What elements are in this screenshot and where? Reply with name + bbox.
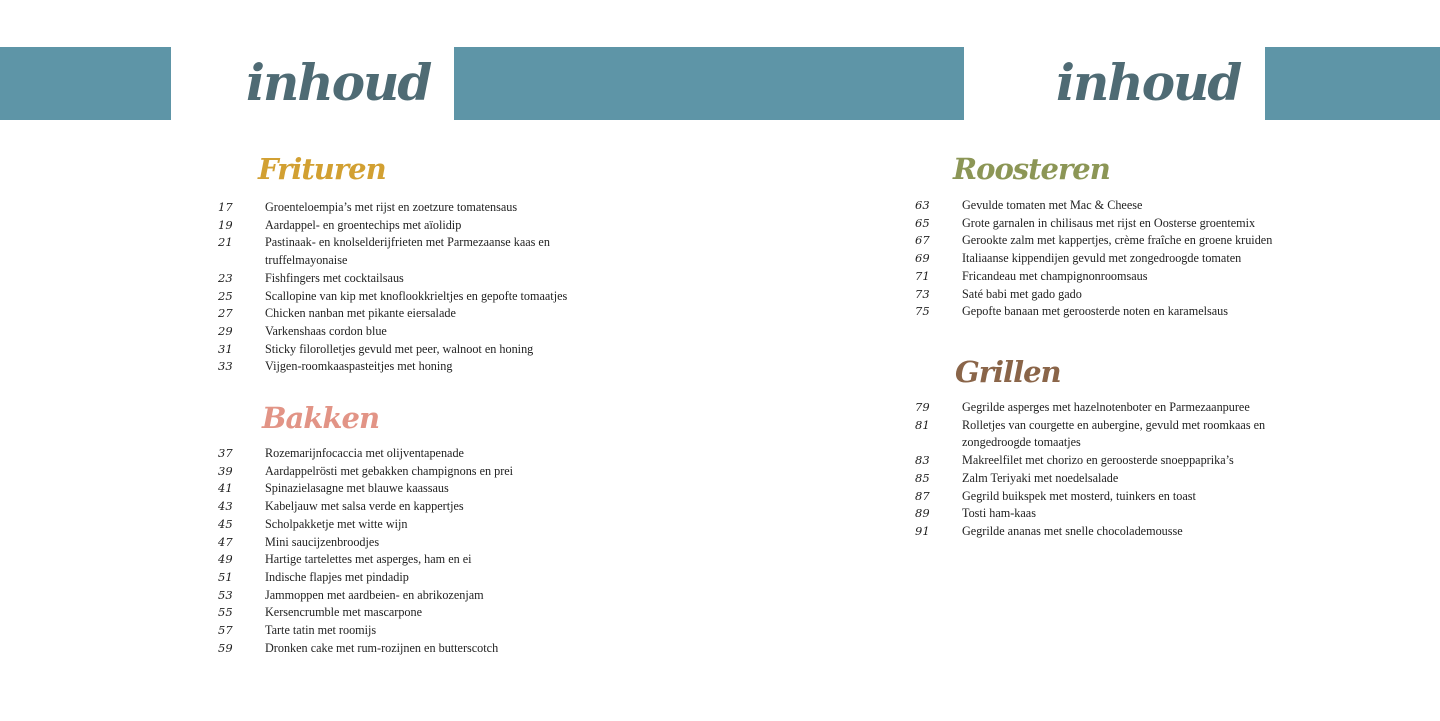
toc-entry	[218, 463, 618, 481]
toc-recipe-title: Jammoppen met aardbeien- en abrikozenjam	[265, 587, 484, 602]
toc-page-number: 59	[218, 640, 233, 655]
toc-recipe-title: Aardappelrösti met gebakken champignons en prei	[265, 463, 514, 478]
toc-entry	[218, 534, 618, 552]
toc-recipe-title: Scallopine van kip met knoflookkrieltjes en gepofte tomaatjes	[265, 288, 568, 303]
toc-entry	[218, 480, 618, 498]
toc-recipe-title: Rolletjes van courgette en aubergine, gevuld met roomkaas en zongedroogde tomaatjes	[962, 417, 1266, 450]
toc-recipe-title: Fricandeau met champignonroomsaus	[962, 268, 1148, 283]
toc-recipe-title: Tosti ham-kaas	[962, 506, 1036, 521]
toc-page-number: 27	[218, 306, 233, 321]
toc-entry	[218, 305, 618, 323]
toc-entry	[218, 622, 618, 640]
toc-entry	[218, 516, 618, 534]
toc-entry	[915, 232, 1315, 250]
toc-page-number: 53	[218, 587, 233, 602]
toc-entry	[915, 470, 1295, 488]
toc-entry	[218, 323, 618, 341]
section-heading-roosteren: Roosteren	[953, 152, 1110, 186]
toc-recipe-title: Hartige tartelettes met asperges, ham en ei	[265, 552, 472, 567]
toc-list-roosteren	[915, 197, 1315, 321]
toc-page-number: 45	[218, 516, 233, 531]
toc-recipe-title: Kabeljauw met salsa verde en kappertjes	[265, 499, 464, 514]
toc-entry	[218, 234, 618, 269]
header-band-left	[0, 47, 171, 120]
toc-page-number: 33	[218, 359, 233, 374]
toc-recipe-title: Gepofte banaan met geroosterde noten en karamelsaus	[962, 304, 1228, 319]
toc-recipe-title: Sticky filorolletjes gevuld met peer, walnoot en honing	[265, 341, 534, 356]
section-heading-bakken: Bakken	[262, 401, 380, 435]
toc-page-number: 19	[218, 217, 233, 232]
toc-entry	[218, 551, 618, 569]
toc-recipe-title: Rozemarijnfocaccia met olijventapenade	[265, 446, 464, 460]
toc-entry	[218, 358, 618, 376]
toc-recipe-title: Vijgen-roomkaaspasteitjes met honing	[265, 359, 453, 374]
toc-page-number: 25	[218, 288, 233, 303]
toc-page-number: 31	[218, 341, 233, 356]
toc-entry	[915, 417, 1295, 452]
toc-entry	[218, 569, 618, 587]
toc-entry	[218, 604, 618, 622]
toc-list-frituren	[218, 199, 618, 376]
toc-page-number: 91	[915, 523, 930, 538]
toc-page-number: 87	[915, 488, 930, 503]
toc-page-number: 79	[915, 400, 930, 414]
toc-recipe-title: Varkenshaas cordon blue	[265, 323, 387, 338]
toc-recipe-title: Pastinaak- en knolselderijfrieten met Parmezaanse kaas en truffelmayonaise	[265, 235, 550, 268]
toc-recipe-title: Scholpakketje met witte wijn	[265, 516, 408, 531]
section-heading-frituren: Frituren	[258, 152, 386, 186]
toc-entry	[218, 640, 618, 658]
toc-recipe-title: Chicken nanban met pikante eiersalade	[265, 306, 456, 321]
toc-entry	[915, 488, 1295, 506]
toc-recipe-title: Makreelfilet met chorizo en geroosterde snoeppaprika’s	[962, 453, 1234, 468]
toc-recipe-title: Mini saucijzenbroodjes	[265, 534, 380, 549]
toc-entry	[915, 197, 1315, 215]
toc-page-number: 51	[218, 569, 233, 584]
toc-page-number: 55	[218, 605, 233, 620]
toc-page-number: 67	[915, 233, 930, 248]
toc-entry	[915, 250, 1315, 268]
toc-recipe-title: Indische flapjes met pindadip	[265, 569, 409, 584]
toc-recipe-title: Gegrilde ananas met snelle chocolademousse	[962, 523, 1183, 538]
toc-page-number: 75	[915, 304, 930, 319]
toc-page-number: 43	[218, 499, 233, 514]
toc-page-number: 47	[218, 534, 233, 549]
header-band-center	[454, 47, 964, 120]
toc-entry	[218, 217, 618, 235]
toc-recipe-title: Gevulde tomaten met Mac & Cheese	[962, 198, 1143, 212]
toc-recipe-title: Grote garnalen in chilisaus met rijst en Oosterse groentemix	[962, 215, 1256, 230]
toc-page-number: 39	[218, 463, 233, 478]
toc-recipe-title: Gerookte zalm met kappertjes, crème fraîche en groene kruiden	[962, 233, 1273, 248]
toc-page-number: 63	[915, 198, 930, 212]
toc-recipe-title: Zalm Teriyaki met noedelsalade	[962, 470, 1119, 485]
toc-recipe-title: Dronken cake met rum-rozijnen en butterscotch	[265, 640, 499, 655]
toc-entry	[915, 303, 1315, 321]
toc-entry	[915, 452, 1295, 470]
toc-page-number: 49	[218, 552, 233, 567]
toc-recipe-title: Gegrild buikspek met mosterd, tuinkers en toast	[962, 488, 1196, 503]
toc-entry	[915, 399, 1295, 417]
toc-page-number: 69	[915, 251, 930, 266]
toc-recipe-title: Saté babi met gado gado	[962, 286, 1082, 301]
page-title-right: inhoud	[1056, 53, 1241, 112]
toc-entry	[218, 498, 618, 516]
page-title-left: inhoud	[246, 53, 431, 112]
toc-entry	[218, 288, 618, 306]
toc-page-number: 71	[915, 268, 930, 283]
toc-list-bakken	[218, 445, 618, 657]
toc-page-number: 29	[218, 323, 233, 338]
section-heading-grillen: Grillen	[955, 355, 1061, 389]
toc-page-number: 23	[218, 270, 233, 285]
toc-recipe-title: Groenteloempia’s met rijst en zoetzure tomatensaus	[265, 200, 518, 214]
toc-page-number: 41	[218, 481, 233, 496]
toc-page-number: 57	[218, 623, 233, 638]
toc-entry	[218, 341, 618, 359]
toc-entry	[915, 523, 1295, 541]
toc-page-number: 89	[915, 506, 930, 521]
toc-page-number: 85	[915, 470, 930, 485]
toc-entry	[915, 286, 1315, 304]
toc-entry	[218, 270, 618, 288]
toc-page-number: 65	[915, 215, 930, 230]
toc-entry	[915, 215, 1315, 233]
toc-entry	[915, 505, 1295, 523]
toc-recipe-title: Italiaanse kippendijen gevuld met zongedroogde tomaten	[962, 251, 1242, 266]
toc-entry	[218, 587, 618, 605]
toc-entry	[218, 445, 618, 463]
toc-recipe-title: Tarte tatin met roomijs	[265, 623, 377, 638]
toc-entry	[218, 199, 618, 217]
toc-recipe-title: Gegrilde asperges met hazelnotenboter en Parmezaanpuree	[962, 400, 1250, 414]
toc-page-number: 21	[218, 235, 233, 250]
toc-recipe-title: Spinazielasagne met blauwe kaassaus	[265, 481, 449, 496]
toc-page-number: 73	[915, 286, 930, 301]
toc-recipe-title: Fishfingers met cocktailsaus	[265, 270, 404, 285]
toc-list-grillen	[915, 399, 1295, 541]
toc-page-number: 37	[218, 446, 233, 460]
toc-page-number: 81	[915, 417, 930, 432]
toc-page-number: 17	[218, 200, 233, 214]
header-band-right	[1265, 47, 1440, 120]
toc-page-number: 83	[915, 453, 930, 468]
toc-recipe-title: Kersencrumble met mascarpone	[265, 605, 423, 620]
toc-entry	[915, 268, 1315, 286]
toc-recipe-title: Aardappel- en groentechips met aïolidip	[265, 217, 462, 232]
